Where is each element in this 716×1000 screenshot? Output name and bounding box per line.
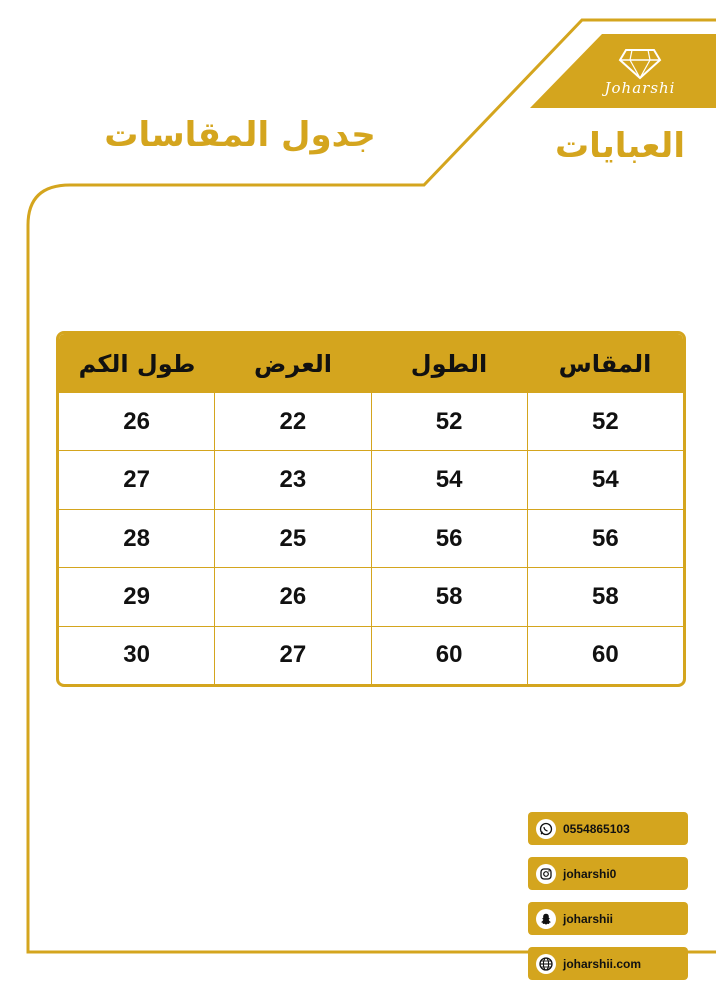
header-width: العرض (254, 349, 332, 378)
header-sleeve-length: طول الكم (78, 349, 196, 378)
cell-width: 27 (214, 627, 370, 684)
table-row (59, 627, 683, 684)
cell-sleeve: 30 (123, 641, 150, 669)
contact-instagram-handle: joharshi0 (563, 866, 617, 881)
table-title: جدول المقاسات (104, 115, 376, 155)
brand-name: Joharshi (604, 79, 676, 97)
cell-sleeve: 28 (123, 524, 150, 552)
cell-width: 25 (214, 510, 370, 567)
contact-phone: 0554865103 (563, 821, 630, 836)
cell-size: 56 (527, 510, 683, 567)
category-title: العبايات (555, 126, 685, 166)
cell-sleeve: 29 (123, 582, 150, 610)
table-header-row (59, 334, 683, 393)
cell-size: 54 (527, 451, 683, 508)
cell-length: 56 (371, 510, 527, 567)
brand-logo (590, 40, 690, 102)
table-row (59, 510, 683, 568)
contact-instagram[interactable] (528, 857, 688, 890)
contact-snapchat[interactable] (528, 902, 688, 935)
contact-website[interactable] (528, 947, 688, 980)
cell-length: 54 (371, 451, 527, 508)
contact-website-url: joharshii.com (563, 956, 642, 971)
cell-width: 23 (214, 451, 370, 508)
cell-size: 58 (527, 568, 683, 625)
cell-size: 52 (527, 393, 683, 450)
cell-sleeve: 26 (123, 407, 150, 435)
cell-length: 60 (371, 627, 527, 684)
header-size: المقاس (558, 349, 652, 378)
cell-width: 26 (214, 568, 370, 625)
instagram-icon (536, 864, 556, 884)
table-row (59, 451, 683, 509)
contact-snapchat-handle: joharshii (563, 911, 614, 926)
cell-width: 22 (214, 393, 370, 450)
contact-whatsapp[interactable] (528, 812, 688, 845)
header-length: الطول (410, 349, 488, 378)
globe-icon (536, 954, 556, 974)
cell-size: 60 (527, 627, 683, 684)
cell-sleeve: 27 (123, 466, 150, 494)
table-row (59, 393, 683, 451)
whatsapp-icon (536, 819, 556, 839)
cell-length: 52 (371, 393, 527, 450)
table-body (59, 393, 683, 684)
logo-mark-icon (618, 46, 662, 80)
size-table (56, 331, 686, 687)
snapchat-icon (536, 909, 556, 929)
contact-list (528, 812, 688, 992)
cell-length: 58 (371, 568, 527, 625)
table-row (59, 568, 683, 626)
